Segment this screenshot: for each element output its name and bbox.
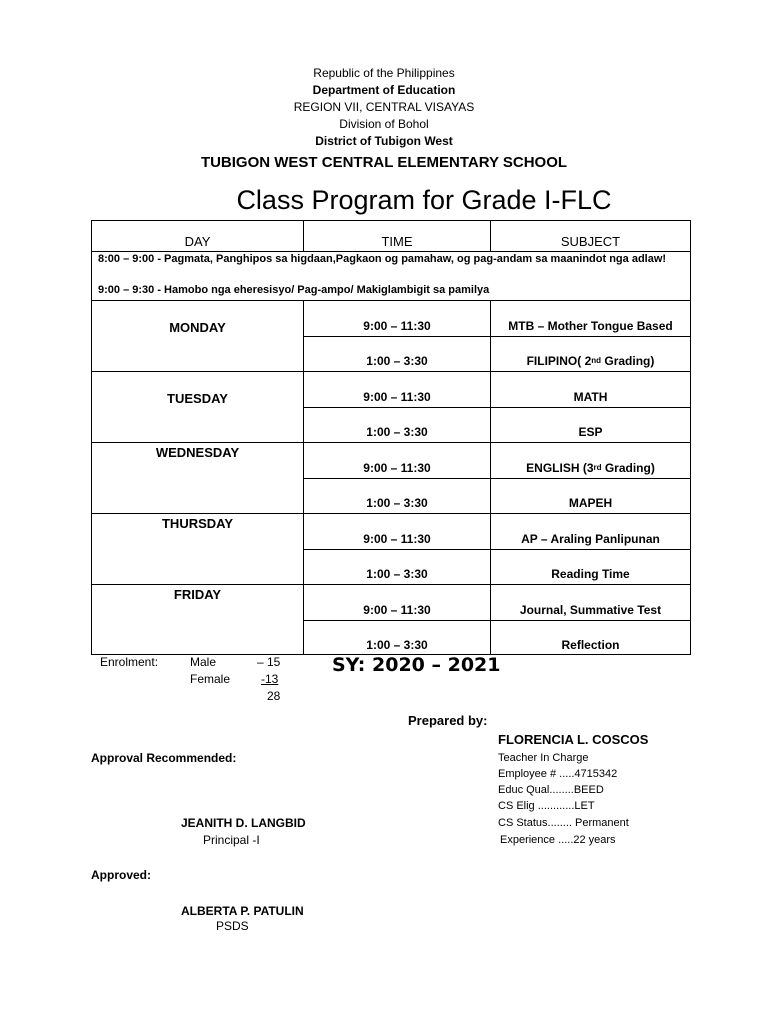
time-cell: 9:00 – 11:30 [303, 300, 491, 337]
day-wednesday: WEDNESDAY [91, 442, 304, 514]
time-cell: 1:00 – 3:30 [303, 478, 491, 514]
subject-cell: MATH [490, 371, 691, 408]
time-cell: 9:00 – 11:30 [303, 371, 491, 408]
time-cell: 1:00 – 3:30 [303, 620, 491, 655]
department-line: Department of Education [312, 83, 456, 97]
preparer-cs-elig: CS Elig ............LET [498, 800, 595, 812]
subject-cell: MAPEH [490, 478, 691, 514]
subject-cell: ESP [490, 407, 691, 443]
female-count: -13 [261, 672, 279, 686]
preparer-educ-qual: Educ Qual........BEED [498, 784, 604, 796]
time-cell: 9:00 – 11:30 [303, 442, 491, 479]
district-line: District of Tubigon West [315, 134, 453, 148]
day-friday: FRIDAY [91, 584, 304, 655]
preparer-employee-no: Employee # .....4715342 [498, 768, 618, 780]
time-cell: 1:00 – 3:30 [303, 549, 491, 585]
principal-title: Principal -I [203, 833, 260, 847]
subject-text: ENGLISH (3 [526, 460, 594, 475]
republic-line: Republic of the Philippines [313, 66, 455, 80]
time-cell: 1:00 – 3:30 [303, 407, 491, 443]
female-label: Female [190, 672, 231, 686]
preparer-experience: Experience .....22 years [500, 834, 616, 846]
enrolment-total: 28 [267, 689, 281, 703]
subject-cell: FILIPINO( 2 nd Grading) [490, 336, 691, 372]
header-subject: SUBJECT [490, 220, 691, 252]
subject-cell: Reading Time [490, 549, 691, 585]
enrolment-label: Enrolment: [100, 655, 159, 669]
header-day: DAY [91, 220, 304, 252]
preparer-role: Teacher In Charge [498, 752, 589, 764]
subject-cell: MTB – Mother Tongue Based [490, 300, 691, 337]
subject-cell: Journal, Summative Test [490, 584, 691, 621]
morning-routine-row [91, 251, 691, 301]
school-name: TUBIGON WEST CENTRAL ELEMENTARY SCHOOL [200, 154, 568, 171]
subject-cell: AP – Araling Panlipunan [490, 513, 691, 550]
time-cell: 1:00 – 3:30 [303, 336, 491, 372]
approval-recommended-label: Approval Recommended: [91, 751, 237, 765]
psds-title: PSDS [216, 919, 249, 933]
time-cell: 9:00 – 11:30 [303, 584, 491, 621]
subject-cell: Reflection [490, 620, 691, 655]
preparer-cs-status: CS Status........ Permanent [498, 817, 629, 829]
header-time: TIME [303, 220, 491, 252]
male-count: – 15 [257, 655, 281, 669]
prepared-by-label: Prepared by: [408, 713, 488, 728]
subject-text: Grading) [601, 354, 655, 368]
routine-line-2: 9:00 – 9:30 - Hamobo nga eheresisyo/ Pag-ampo/ Makiglambigit sa pamilya [98, 284, 490, 296]
routine-line-1: 8:00 – 9:00 - Pagmata, Panghipos sa higdaan,Pagkaon og pamahaw, og pag-andam sa maanindot nga adlaw! [98, 253, 667, 265]
page-title: Class Program for Grade I-FLC [236, 185, 612, 215]
day-tuesday: TUESDAY [91, 371, 304, 443]
approved-label: Approved: [91, 868, 151, 882]
principal-name: JEANITH D. LANGBID [181, 816, 306, 830]
subject-text: Grading) [601, 460, 655, 475]
preparer-name: FLORENCIA L. COSCOS [498, 732, 649, 747]
day-monday: MONDAY [91, 300, 304, 372]
school-year: SY: 2020 – 2021 [332, 654, 501, 676]
division-line: Division of Bohol [339, 117, 429, 131]
male-label: Male [190, 655, 217, 669]
subject-cell: ENGLISH (3 rd Grading) [490, 442, 691, 479]
region-line: REGION VII, CENTRAL VISAYAS [293, 100, 475, 114]
psds-name: ALBERTA P. PATULIN [181, 904, 304, 918]
subject-text: FILIPINO( 2 [526, 354, 592, 368]
day-thursday: THURSDAY [91, 513, 304, 585]
time-cell: 9:00 – 11:30 [303, 513, 491, 550]
